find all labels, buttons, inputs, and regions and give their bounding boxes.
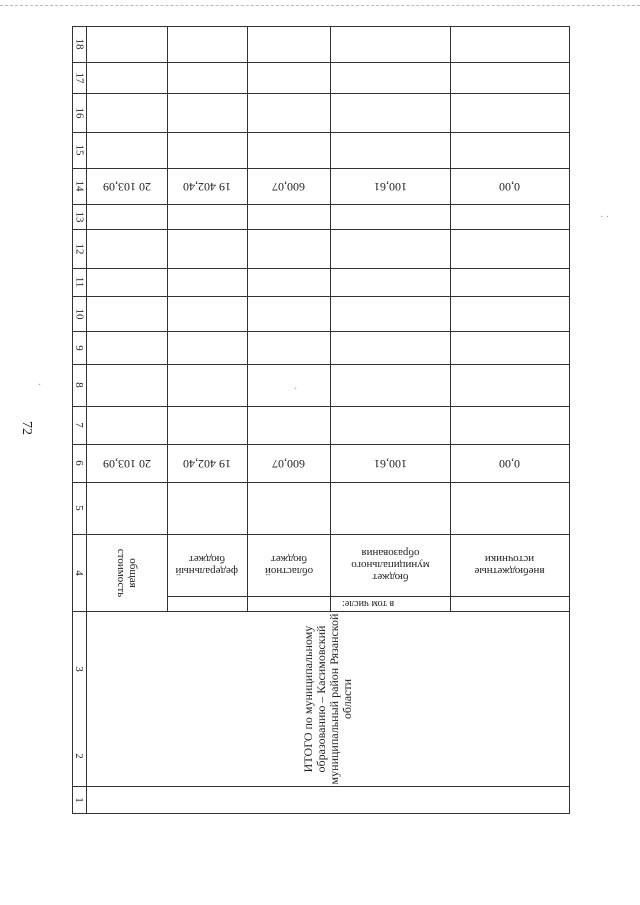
- column-number: 18: [73, 38, 85, 50]
- col14-value: 600,07: [272, 179, 305, 194]
- column-number: 3: [73, 665, 85, 672]
- col6-value: 19 402,40: [183, 456, 231, 471]
- col14-value: 19 402,40: [183, 179, 231, 194]
- column-number: 10: [73, 308, 85, 319]
- row-heading: ИТОГО по муниципальному образованию – Касимовский муниципальный район Рязанской области: [300, 613, 354, 784]
- column-number: 12: [73, 243, 85, 254]
- subheading: в том числе:: [342, 598, 395, 609]
- column-number: 13: [73, 211, 85, 222]
- budget-table: [72, 26, 570, 814]
- col14-value: 20 103,09: [102, 179, 151, 194]
- column-number: 16: [73, 107, 85, 118]
- col14-value: 100,61: [373, 179, 407, 194]
- scan-speck: ·: [38, 380, 42, 391]
- row-label: общая стоимость: [114, 548, 139, 597]
- column-number: 1: [73, 796, 85, 803]
- column-number: 2: [73, 753, 85, 759]
- scan-speck: · ·: [600, 212, 610, 223]
- column-number: 14: [73, 180, 85, 192]
- col6-value: 20 103,09: [102, 456, 151, 471]
- page-number: 72: [19, 421, 34, 435]
- row-label: бюджет муниципального образования: [350, 547, 430, 583]
- col6-value: 600,07: [272, 456, 305, 471]
- column-number: 17: [73, 72, 85, 83]
- row-label: федеральный бюджет: [175, 553, 238, 577]
- row-label: внебюджетные источники: [474, 553, 545, 577]
- col6-value: 0,00: [499, 456, 520, 471]
- row-label: областной бюджет: [264, 553, 313, 577]
- column-number: 4: [73, 569, 85, 576]
- column-number: 8: [73, 382, 85, 388]
- column-number: 9: [73, 344, 85, 351]
- col6-value: 100,61: [373, 456, 407, 471]
- column-number: 15: [73, 144, 85, 156]
- col14-value: 0,00: [499, 179, 520, 194]
- column-number: 6: [73, 460, 85, 466]
- column-number: 7: [73, 422, 85, 428]
- scan-edge: [0, 5, 640, 6]
- column-number: 11: [73, 276, 85, 288]
- scan-speck: ·: [294, 384, 298, 395]
- column-number: 5: [73, 505, 85, 511]
